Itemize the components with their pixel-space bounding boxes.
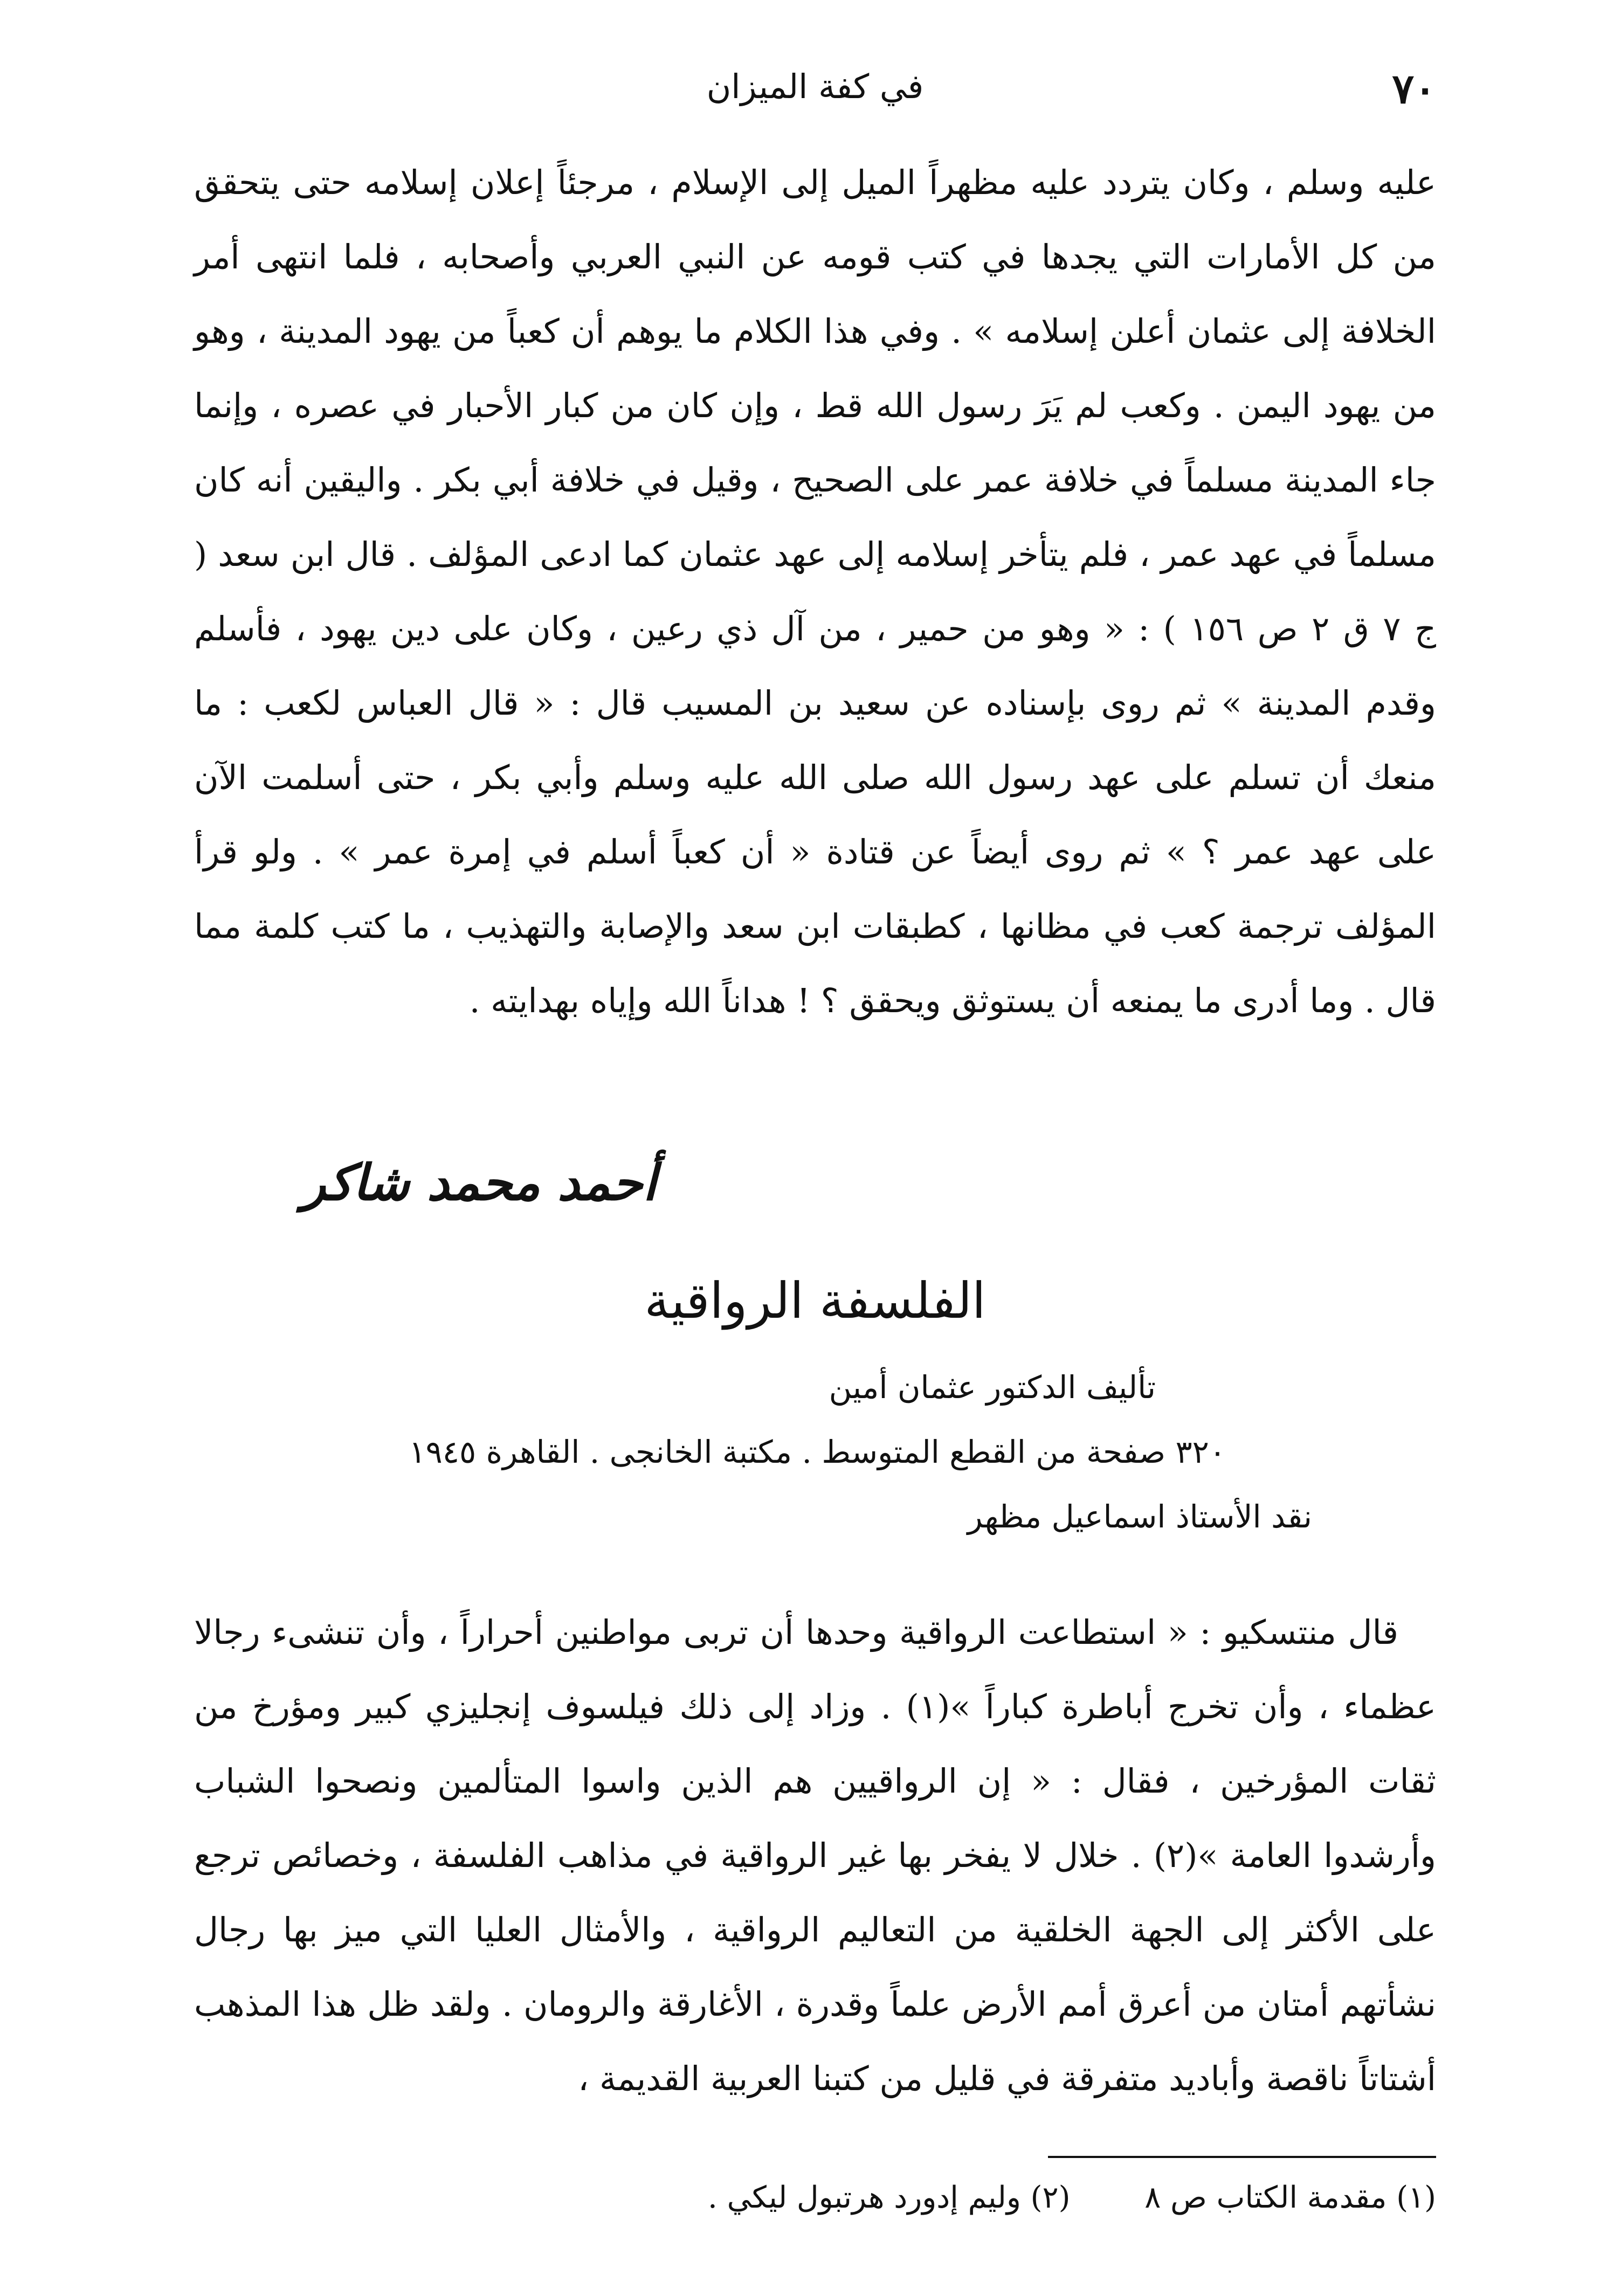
review-two-body [194,1595,1436,2116]
footnote-divider [1048,2156,1436,2158]
article-title: الفلسفة الرواقية [644,1272,986,1330]
bibliography-details [194,1434,1436,1470]
bibliography-author [194,1369,1436,1406]
review-two-paragraph: قال منتسكيو : « استطاعت الرواقية وحدها أن تربى مواطنين أحراراً ، وأن تنشىء رجالا عظماء ، وأن تخرج أباطرة كباراً »(١) . وزاد إلى ذلك فيلسوف إنجليزي كبير ومؤرخ من ثقات المؤرخين ، فقال : « إن الرواقيين هم الذين واسوا المتألمين ونصحوا الشباب وأرشدوا العامة »(٢) . خلال لا يفخر بها غير الرواقية في مذاهب الفلسفة ، وخصائص ترجع على الأكثر إلى الجهة الخلقية من التعاليم الرواقية ، والأمثال العليا التي ميز بها رجال نشأتهم أمتان من أعرق أمم الأرض علماً وقدرة ، الأغارقة والرومان . ولقد ظل هذا المذهب أشتاتاً ناقصة وأباديد متفرقة في قليل من كتبنا العربية القديمة ، [194,1613,1437,2098]
running-title: في كفة الميزان [706,67,924,106]
review-one-body [194,146,1436,1038]
publication-details-line: ٣٢٠ صفحة من القطع المتوسط . مكتبة الخانجى . القاهرة ١٩٤٥ [409,1434,1226,1470]
author-line: تأليف الدكتور عثمان أمين [829,1369,1156,1406]
bibliography-critic [194,1498,1436,1535]
footnotes [194,2180,1436,2215]
critic-line: نقد الأستاذ اسماعيل مظهر [967,1498,1312,1535]
running-header [194,65,1436,124]
page-number: ٧٠ [1392,65,1436,113]
review-one-paragraph: عليه وسلم ، وكان يتردد عليه مظهراً الميل إلى الإسلام ، مرجئاً إعلان إسلامه حتى يتحقق من كل الأمارات التي يجدها في كتب قومه عن النبي العربي وأصحابه ، فلما انتهى أمر الخلافة إلى عثمان أعلن إسلامه » . وفي هذا الكلام ما يوهم أن كعباً من يهود المدينة ، وهو من يهود اليمن . وكعب لم يَرَ رسول الله قط ، وإن كان من كبار الأحبار في عصره ، وإنما جاء المدينة مسلماً في خلافة عمر على الصحيح ، وقيل في خلافة أبي بكر . واليقين أنه كان مسلماً في عهد عمر ، فلم يتأخر إسلامه إلى عهد عثمان كما ادعى المؤلف . قال ابن سعد ( ج ٧ ق ٢ ص ١٥٦ ) : « وهو من حمير ، من آل ذي رعين ، وكان على دين يهود ، فأسلم وقدم المدينة » ثم روى بإسناده عن سعيد بن المسيب قال : « قال العباس لكعب : ما منعك أن تسلم على عهد رسول الله صلى الله عليه وسلم وأبي بكر ، حتى أسلمت الآن على عهد عمر ؟ » ثم روى أيضاً عن قتادة « أن كعباً أسلم في إمرة عمر » . ولو قرأ المؤلف ترجمة كعب في مظانها ، كطبقات ابن سعد والإصابة والتهذيب ، ما كتب كلمة مما قال . وما أدرى ما يمنعه أن يستوثق ويحقق ؟ ! هداناً الله وإياه بهدايته . [194,163,1437,1020]
author-signature: أحمد محمد شاكر [302,1153,657,1212]
footnote-1: (١) مقدمة الكتاب ص ٨ [1144,2180,1436,2215]
footnote-2: (٢) وليم إدورد هرتبول ليكي . [707,2180,1071,2215]
